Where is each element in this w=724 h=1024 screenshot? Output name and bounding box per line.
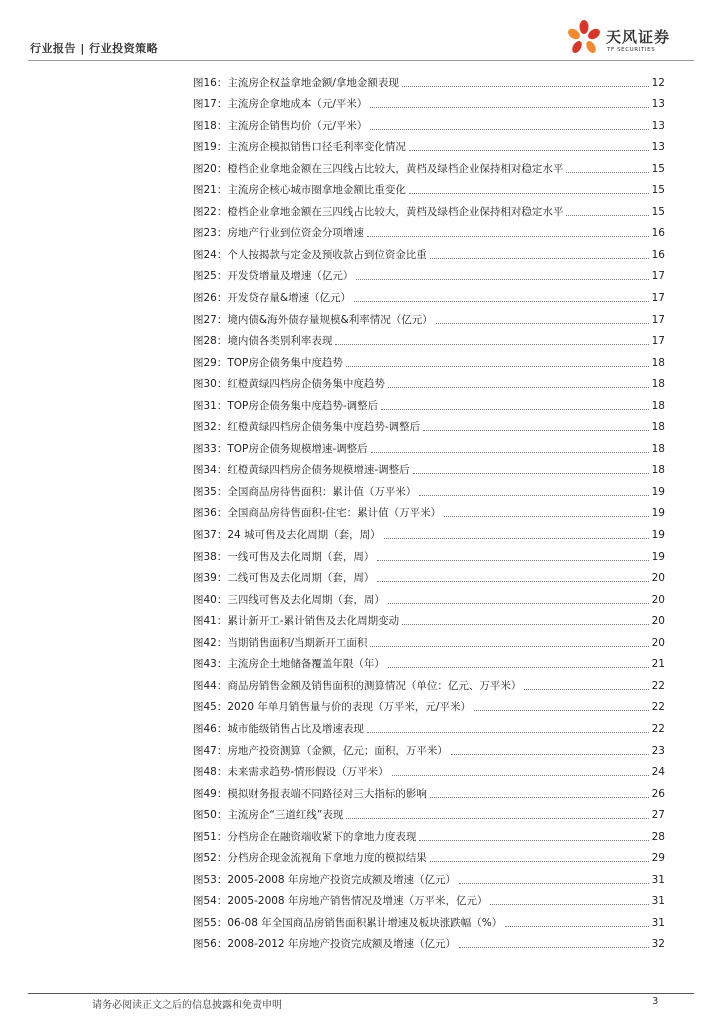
toc-entry[interactable] (193, 908, 665, 930)
toc-entry-page: 17 (651, 313, 665, 326)
toc-entry-number: 图45： (193, 701, 228, 714)
toc-entry-number: 图51： (193, 830, 228, 843)
toc-entry[interactable] (193, 370, 665, 392)
toc-entry[interactable] (193, 499, 665, 521)
toc-leader-dots (370, 106, 648, 108)
toc-entry-number: 图43： (193, 658, 228, 671)
toc-entry[interactable] (193, 111, 665, 133)
toc-entry-title: 2020 年单月销售量与价的表现（万平米，元/平米） (227, 701, 471, 714)
toc-entry-title: 城市能级销售占比及增速表现 (227, 722, 364, 735)
report-category: 行业报告 | 行业投资策略 (30, 42, 159, 55)
toc-entry-number: 图16： (193, 76, 228, 89)
toc-entry[interactable] (193, 477, 665, 499)
toc-entry-page: 17 (651, 335, 665, 348)
toc-entry-number: 图33： (193, 442, 228, 455)
toc-entry-page: 20 (651, 593, 665, 606)
toc-entry[interactable] (193, 801, 665, 823)
toc-entry[interactable] (193, 758, 665, 780)
toc-entry-number: 图18： (193, 119, 228, 132)
toc-entry-page: 17 (651, 270, 665, 283)
toc-entry-title: 主流房企权益拿地金额/拿地金额表现 (227, 76, 399, 89)
toc-entry-title: 模拟财务报表端不同路径对三大指标的影响 (227, 787, 427, 800)
toc-entry[interactable] (193, 413, 665, 435)
toc-entry-page: 13 (651, 98, 665, 111)
toc-leader-dots (346, 817, 648, 819)
toc-entry-title: 橙档企业拿地金额在三四线占比较大，黄档及绿档企业保持相对稳定水平 (227, 205, 564, 218)
toc-leader-dots (490, 903, 648, 905)
toc-entry-number: 图23： (193, 227, 228, 240)
figure-list (193, 68, 665, 951)
toc-entry-title: 主流房企拿地成本（元/平米） (227, 98, 368, 111)
toc-entry-page: 15 (651, 205, 665, 218)
toc-leader-dots (370, 128, 648, 130)
toc-entry-title: 24 城可售及去化周期（套，周） (227, 529, 381, 542)
toc-entry[interactable] (193, 736, 665, 758)
toc-entry[interactable] (193, 564, 665, 586)
toc-entry-title: 境内债各类别利率表现 (227, 335, 333, 348)
toc-entry[interactable] (193, 456, 665, 478)
toc-entry[interactable] (193, 434, 665, 456)
logo-chinese-name: 天风证券 (606, 28, 671, 46)
toc-entry-page: 20 (651, 636, 665, 649)
toc-entry-number: 图17： (193, 98, 228, 111)
toc-entry-page: 28 (651, 830, 665, 843)
header-divider (28, 60, 694, 61)
toc-entry-number: 图47： (193, 744, 228, 757)
toc-entry-title: 开发贷增量及增速（亿元） (227, 270, 354, 283)
toc-entry-number: 图28： (193, 335, 228, 348)
toc-entry-number: 图30： (193, 378, 228, 391)
toc-leader-dots (402, 85, 649, 87)
toc-leader-dots (354, 300, 649, 302)
toc-leader-dots (474, 709, 649, 711)
toc-entry[interactable] (193, 714, 665, 736)
toc-leader-dots (419, 494, 648, 496)
toc-entry-page: 31 (651, 916, 665, 929)
toc-entry-title: 2005-2008 年房地产销售情况及增速（万平米，亿元） (227, 895, 488, 908)
toc-leader-dots (402, 623, 648, 625)
page-number: 3 (652, 996, 659, 1007)
toc-leader-dots (346, 365, 649, 367)
toc-entry-title: 商品房销售金额及销售面积的测算情况（单位：亿元、万平米） (227, 679, 522, 692)
toc-entry-title: 当期销售面积/当期新开工面积 (227, 636, 368, 649)
toc-entry-title: 主流房企销售均价（元/平米） (227, 119, 368, 132)
toc-entry[interactable] (193, 176, 665, 198)
toc-leader-dots (388, 666, 649, 668)
toc-leader-dots (459, 882, 649, 884)
toc-entry-number: 图41： (193, 615, 228, 628)
toc-entry-page: 18 (651, 464, 665, 477)
toc-entry-title: 主流房企模拟销售口径毛利率变化情况 (227, 141, 406, 154)
toc-entry[interactable] (193, 262, 665, 284)
toc-entry-number: 图52： (193, 852, 228, 865)
toc-entry-page: 15 (651, 184, 665, 197)
toc-leader-dots (381, 408, 648, 410)
toc-entry-title: 全国商品房待售面积-住宅：累计值（万平米） (227, 507, 442, 520)
toc-leader-dots (459, 946, 649, 948)
toc-entry-title: TOP房企债务规模增速-调整后 (227, 442, 368, 455)
toc-entry-number: 图19： (193, 141, 228, 154)
toc-entry[interactable] (193, 650, 665, 672)
toc-entry[interactable] (193, 607, 665, 629)
toc-leader-dots (409, 149, 649, 151)
toc-entry[interactable] (193, 90, 665, 112)
toc-entry[interactable] (193, 219, 665, 241)
toc-entry-title: 个人按揭款与定金及预收款占到位资金比重 (227, 248, 427, 261)
toc-leader-dots (566, 171, 648, 173)
toc-entry[interactable] (193, 348, 665, 370)
toc-entry-page: 17 (651, 292, 665, 305)
toc-entry-number: 图53： (193, 873, 228, 886)
toc-entry[interactable] (193, 822, 665, 844)
toc-entry-page: 16 (651, 248, 665, 261)
toc-entry-title: 红橙黄绿四档房企债务规模增速-调整后 (227, 464, 410, 477)
toc-entry-number: 图21： (193, 184, 228, 197)
toc-leader-dots (444, 515, 648, 517)
toc-entry-page: 32 (651, 938, 665, 951)
toc-entry-page: 18 (651, 378, 665, 391)
toc-entry-number: 图46： (193, 722, 228, 735)
toc-leader-dots (430, 860, 649, 862)
toc-entry-title: 一线可售及去化周期（套，周） (227, 550, 375, 563)
toc-leader-dots (451, 753, 649, 755)
toc-entry[interactable] (193, 391, 665, 413)
toc-entry-page: 29 (651, 852, 665, 865)
toc-leader-dots (367, 235, 649, 237)
toc-entry-number: 图55： (193, 916, 228, 929)
toc-entry-number: 图56： (193, 938, 228, 951)
toc-entry-number: 图35： (193, 485, 228, 498)
toc-entry-number: 图20： (193, 162, 228, 175)
footer-disclaimer: 请务必阅读正文之后的信息披露和免责申明 (92, 1000, 282, 1011)
toc-entry-page: 18 (651, 421, 665, 434)
toc-entry[interactable] (193, 585, 665, 607)
toc-entry-page: 22 (651, 679, 665, 692)
toc-entry[interactable] (193, 283, 665, 305)
toc-leader-dots (371, 451, 649, 453)
toc-leader-dots (566, 214, 648, 216)
toc-leader-dots (413, 472, 649, 474)
toc-leader-dots (377, 580, 648, 582)
toc-entry-number: 图25： (193, 270, 228, 283)
toc-entry-page: 18 (651, 442, 665, 455)
toc-entry-page: 20 (651, 615, 665, 628)
page-header (0, 0, 724, 64)
toc-entry-page: 16 (651, 227, 665, 240)
toc-entry-title: 未来需求趋势-情形假设（万平米） (227, 766, 389, 779)
tf-securities-flower-logo-icon (566, 20, 602, 58)
toc-entry[interactable] (193, 844, 665, 866)
toc-entry-page: 27 (651, 809, 665, 822)
toc-entry-number: 图54： (193, 895, 228, 908)
toc-leader-dots (377, 559, 648, 561)
toc-leader-dots (524, 688, 648, 690)
toc-leader-dots (430, 257, 649, 259)
toc-entry-number: 图29： (193, 356, 228, 369)
toc-entry-page: 24 (651, 766, 665, 779)
toc-entry-page: 21 (651, 658, 665, 671)
toc-entry-number: 图39： (193, 572, 228, 585)
toc-entry-number: 图44： (193, 679, 228, 692)
toc-leader-dots (392, 774, 649, 776)
toc-entry[interactable] (193, 930, 665, 952)
toc-entry-title: 分档房企现金流视角下拿地力度的模拟结果 (227, 852, 427, 865)
toc-entry[interactable] (193, 865, 665, 887)
toc-leader-dots (388, 386, 649, 388)
toc-entry-number: 图37： (193, 529, 228, 542)
toc-entry-number: 图34： (193, 464, 228, 477)
toc-entry-page: 20 (651, 572, 665, 585)
toc-entry-page: 23 (651, 744, 665, 757)
toc-entry-page: 13 (651, 119, 665, 132)
toc-leader-dots (356, 278, 648, 280)
toc-entry[interactable] (193, 520, 665, 542)
toc-entry-title: 累计新开工-累计销售及去化周期变动 (227, 615, 400, 628)
toc-entry-number: 图27： (193, 313, 228, 326)
toc-entry-title: 主流房企“三道红线”表现 (227, 809, 344, 822)
toc-leader-dots (505, 925, 648, 927)
toc-entry-number: 图50： (193, 809, 228, 822)
toc-entry[interactable] (193, 628, 665, 650)
toc-entry-title: 房地产行业到位资金分项增速 (227, 227, 364, 240)
toc-entry-page: 19 (651, 550, 665, 563)
toc-entry-title: 06-08 年全国商品房销售面积累计增速及板块涨跌幅（%） (227, 916, 503, 929)
toc-entry-number: 图32： (193, 421, 228, 434)
toc-entry-page: 13 (651, 141, 665, 154)
toc-entry-number: 图24： (193, 248, 228, 261)
toc-entry-number: 图26： (193, 292, 228, 305)
toc-entry-page: 15 (651, 162, 665, 175)
toc-entry-title: 境内债&海外债存量规模&利率情况（亿元） (227, 313, 433, 326)
toc-entry-title: 全国商品房待售面积：累计值（万平米） (227, 485, 417, 498)
toc-entry-title: 2005-2008 年房地产投资完成额及增速（亿元） (227, 873, 456, 886)
toc-entry-title: 红橙黄绿四档房企债务集中度趋势 (227, 378, 385, 391)
toc-entry-number: 图31： (193, 399, 228, 412)
toc-entry-title: 分档房企在融资端收紧下的拿地力度表现 (227, 830, 417, 843)
toc-leader-dots (423, 429, 648, 431)
toc-entry[interactable] (193, 240, 665, 262)
toc-entry-title: 红橙黄绿四档房企债务集中度趋势-调整后 (227, 421, 421, 434)
toc-entry-number: 图49： (193, 787, 228, 800)
toc-entry[interactable] (193, 133, 665, 155)
toc-entry-title: 橙档企业拿地金额在三四线占比较大，黄档及绿档企业保持相对稳定水平 (227, 162, 564, 175)
toc-entry-number: 图42： (193, 636, 228, 649)
toc-entry-title: 开发贷存量&增速（亿元） (227, 292, 352, 305)
toc-entry-page: 22 (651, 701, 665, 714)
toc-entry[interactable] (193, 779, 665, 801)
toc-entry-title: 二线可售及去化周期（套，周） (227, 572, 375, 585)
toc-entry[interactable] (193, 693, 665, 715)
toc-entry[interactable] (193, 154, 665, 176)
toc-entry-number: 图40： (193, 593, 228, 606)
toc-entry-page: 31 (651, 873, 665, 886)
toc-leader-dots (370, 645, 648, 647)
toc-entry-number: 图48： (193, 766, 228, 779)
toc-leader-dots (409, 192, 649, 194)
toc-leader-dots (430, 796, 649, 798)
toc-entry-title: 三四线可售及去化周期（套，周） (227, 593, 385, 606)
toc-entry-page: 18 (651, 356, 665, 369)
toc-leader-dots (436, 322, 649, 324)
toc-entry-page: 31 (651, 895, 665, 908)
toc-entry[interactable] (193, 887, 665, 909)
toc-leader-dots (335, 343, 648, 345)
toc-entry-title: TOP房企债务集中度趋势 (227, 356, 343, 369)
logo-english-name: TF SECURITIES (607, 47, 656, 53)
toc-entry-title: 房地产投资测算（金额，亿元；面积，万平米） (227, 744, 448, 757)
toc-entry[interactable] (193, 68, 665, 90)
toc-entry-number: 图36： (193, 507, 228, 520)
toc-entry-page: 12 (651, 76, 665, 89)
toc-entry-page: 22 (651, 722, 665, 735)
toc-entry-page: 26 (651, 787, 665, 800)
toc-entry-title: 主流房企土地储备覆盖年限（年） (227, 658, 385, 671)
toc-entry-number: 图22： (193, 205, 228, 218)
toc-entry-page: 19 (651, 529, 665, 542)
toc-entry[interactable] (193, 671, 665, 693)
toc-entry-title: 2008-2012 年房地产投资完成额及增速（亿元） (227, 938, 456, 951)
toc-leader-dots (388, 602, 649, 604)
toc-leader-dots (384, 537, 649, 539)
toc-entry[interactable] (193, 197, 665, 219)
toc-entry[interactable] (193, 542, 665, 564)
toc-leader-dots (367, 731, 649, 733)
footer-divider (28, 993, 694, 994)
toc-entry-page: 19 (651, 485, 665, 498)
toc-entry-title: TOP房企债务集中度趋势-调整后 (227, 399, 379, 412)
toc-entry-title: 主流房企核心城市圈拿地金额比重变化 (227, 184, 406, 197)
toc-entry-page: 19 (651, 507, 665, 520)
toc-entry[interactable] (193, 327, 665, 349)
toc-entry-page: 18 (651, 399, 665, 412)
toc-entry[interactable] (193, 305, 665, 327)
toc-entry-number: 图38： (193, 550, 228, 563)
toc-leader-dots (419, 839, 648, 841)
company-logo (566, 20, 706, 60)
